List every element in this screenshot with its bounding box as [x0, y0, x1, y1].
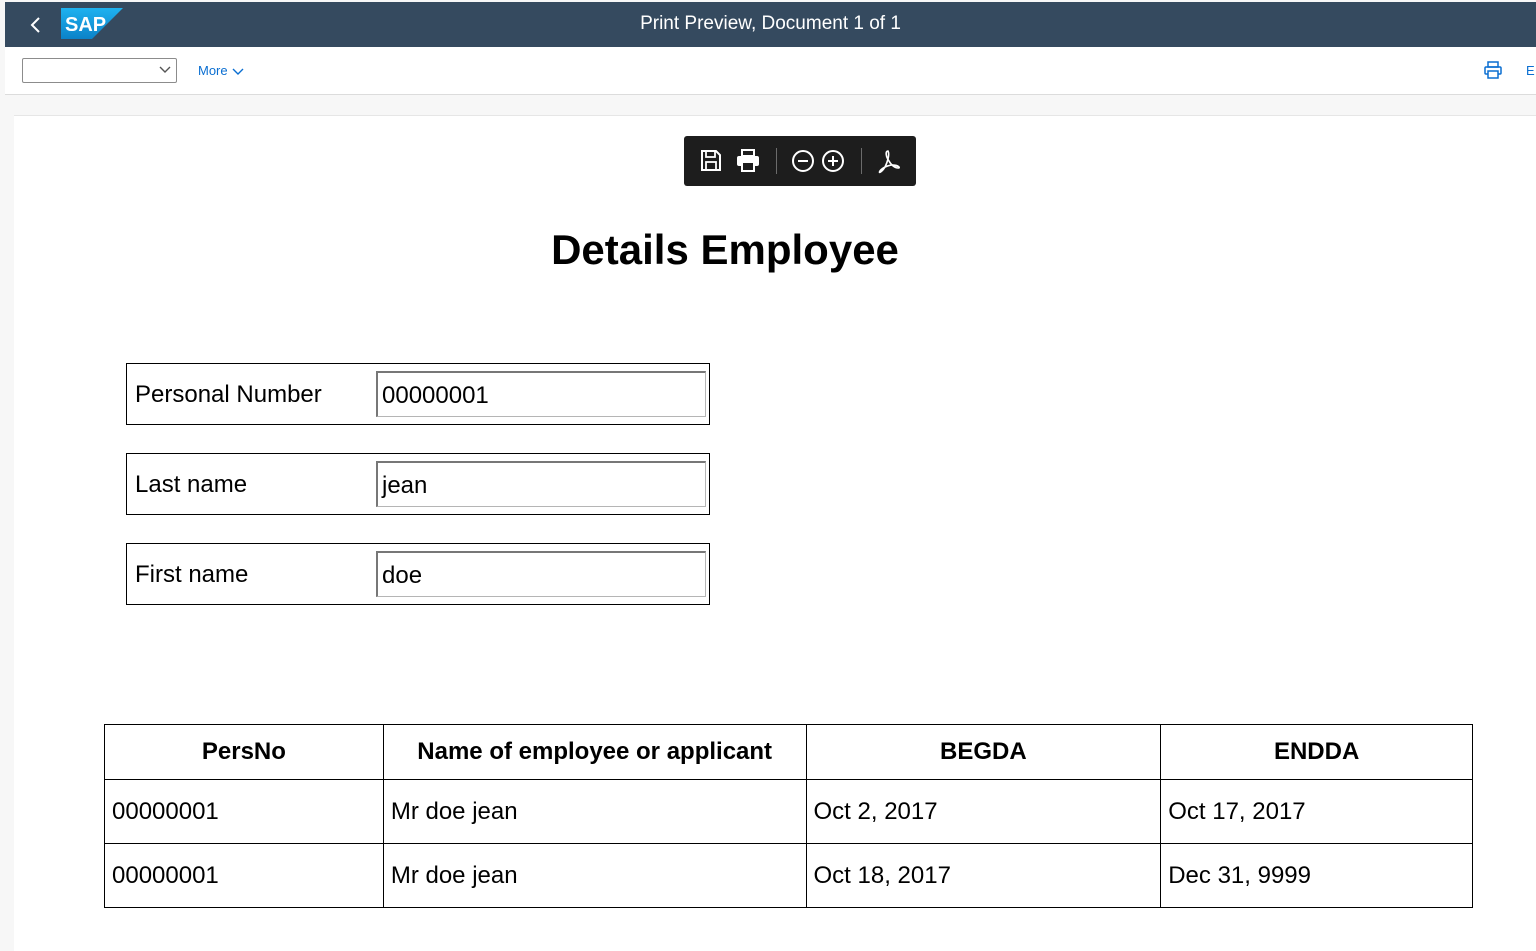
pdf-toolbar	[684, 136, 916, 186]
print-icon[interactable]	[1483, 60, 1503, 80]
first-name-value: doe	[376, 551, 706, 597]
document-preview	[14, 115, 1536, 951]
field-label: Last name	[135, 471, 248, 498]
cell-persno: 00000001	[105, 780, 384, 844]
table-header-row	[105, 725, 1473, 780]
field-last-name	[126, 453, 710, 515]
field-personal-number	[126, 363, 710, 425]
column-header: ENDDA	[1161, 725, 1473, 780]
output-select[interactable]	[22, 58, 177, 83]
cell-name: Mr doe jean	[383, 780, 806, 844]
shell-bar	[5, 2, 1536, 47]
document-title: Details Employee	[551, 226, 899, 273]
field-first-name	[126, 543, 710, 605]
cell-begda: Oct 2, 2017	[806, 780, 1161, 844]
column-header: Name of employee or applicant	[383, 725, 806, 780]
personal-number-value: 00000001	[376, 371, 706, 417]
column-header: PersNo	[105, 725, 384, 780]
employee-table	[104, 724, 1473, 908]
table-row	[105, 780, 1473, 844]
cell-endda: Oct 17, 2017	[1161, 780, 1473, 844]
cell-begda: Oct 18, 2017	[806, 844, 1161, 908]
acrobat-icon[interactable]	[876, 148, 902, 174]
cell-endda: Dec 31, 9999	[1161, 844, 1473, 908]
toolbar-divider	[861, 148, 862, 174]
field-label: First name	[135, 561, 249, 588]
more-label: More	[198, 63, 228, 78]
cell-name: Mr doe jean	[383, 844, 806, 908]
page-title: Print Preview, Document 1 of 1	[640, 13, 901, 34]
table-row	[105, 844, 1473, 908]
save-icon[interactable]	[698, 148, 724, 174]
toolbar-divider	[776, 148, 777, 174]
last-name-value: jean	[376, 461, 706, 507]
zoom-out-icon[interactable]	[790, 148, 816, 174]
chevron-down-icon	[231, 67, 245, 77]
field-label: Personal Number	[135, 381, 322, 408]
svg-text:SAP: SAP	[65, 14, 107, 36]
print-icon[interactable]	[735, 148, 761, 174]
zoom-in-icon[interactable]	[820, 148, 846, 174]
column-header: BEGDA	[806, 725, 1161, 780]
more-button[interactable]	[198, 63, 245, 78]
toolbar-overflow-button[interactable]: E	[1526, 63, 1535, 78]
chevron-down-icon	[158, 64, 172, 76]
cell-persno: 00000001	[105, 844, 384, 908]
toolbar	[5, 47, 1536, 95]
